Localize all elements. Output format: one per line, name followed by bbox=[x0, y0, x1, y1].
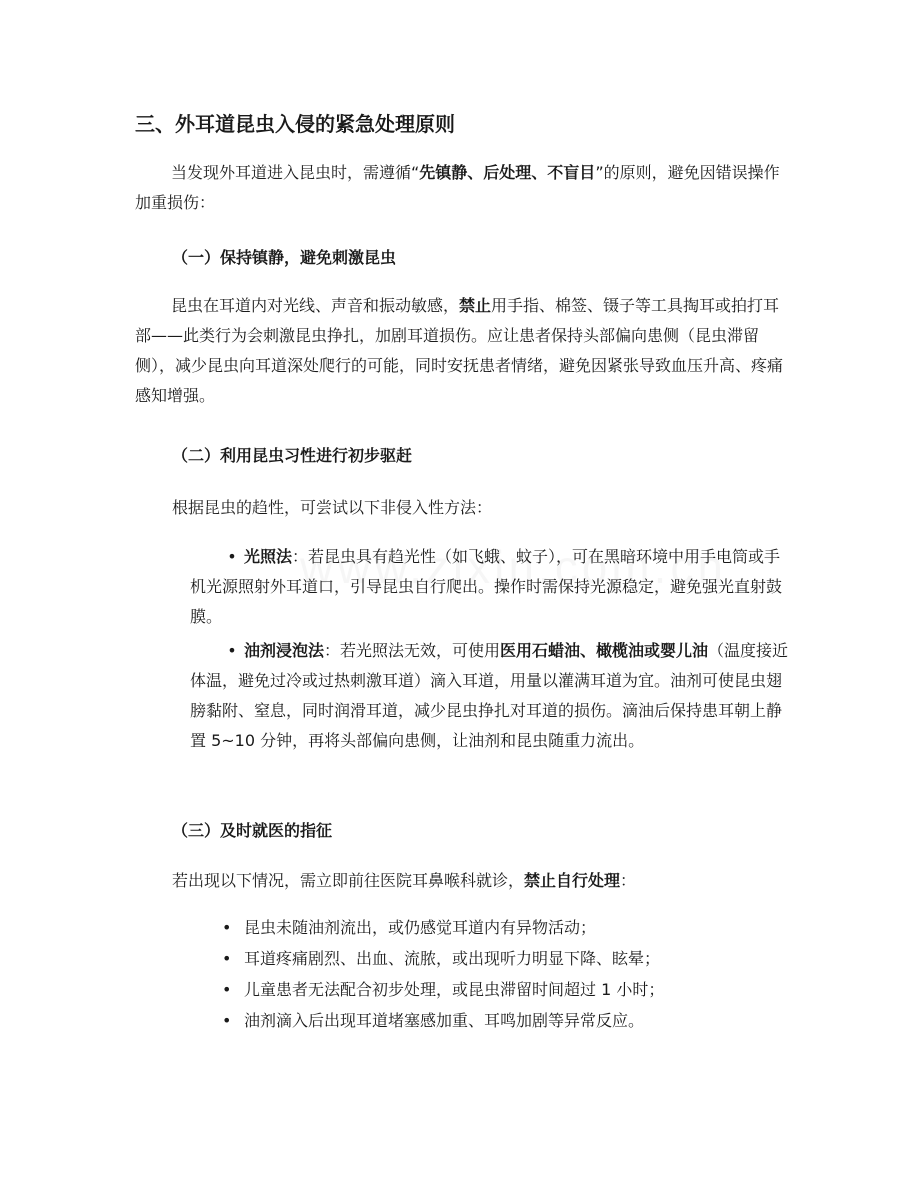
intro-text-post: ”的原则，避免因错误操作加重损伤： bbox=[135, 163, 780, 212]
bullet-oil-method bbox=[190, 636, 795, 756]
part3-lead-bold: 禁止自行处理 bbox=[524, 871, 621, 890]
part1-text-pre: 昆虫在耳道内对光线、声音和振动敏感， bbox=[171, 296, 460, 315]
part1-text-post: 用手指、棉签、镊子等工具掏耳或拍打耳部——此类行为会刺激昆虫挣扎，加剧耳道损伤。应让患者保持头部偏向患侧（昆虫滞留侧），减少昆虫向耳道深处爬行的可能，同时安抚患者情绪，避免因紧张导致血压升高、疼痛感知增强。 bbox=[135, 296, 784, 405]
list-item-text: 耳道疼痛剧烈、出血、流脓，或出现听力明显下降、眩晕； bbox=[244, 949, 661, 968]
bullet-dot-icon: • bbox=[222, 1011, 232, 1030]
section-title: 三、外耳道昆虫入侵的紧急处理原则 bbox=[135, 112, 455, 136]
bullet-dot-icon: • bbox=[222, 918, 232, 937]
list-item-text: 油剂滴入后出现耳道堵塞感加重、耳鸣加剧等异常反应。 bbox=[244, 1011, 645, 1030]
bullet-light-text: ：若昆虫具有趋光性（如飞蛾、蚊子），可在黑暗环境中用手电筒或手机光源照射外耳道口，引导昆虫自行爬出。操作时需保持光源稳定，避免强光直射鼓膜。 bbox=[190, 547, 783, 626]
bullet-oil-bold: 油剂浸泡法 bbox=[244, 641, 325, 660]
part3-heading: （三）及时就医的指征 bbox=[172, 821, 333, 840]
list-item bbox=[222, 974, 664, 1005]
list-item-text: 昆虫未随油剂流出，或仍感觉耳道内有异物活动； bbox=[244, 918, 597, 937]
intro-text-pre: 当发现外耳道进入昆虫时，需遵循“ bbox=[171, 163, 420, 182]
bullet-oil-bold2: 医用石蜡油、橄榄油或婴儿油 bbox=[500, 641, 709, 660]
intro-paragraph bbox=[135, 158, 795, 218]
bullet-dot-icon: • bbox=[227, 641, 237, 660]
list-item bbox=[222, 943, 664, 974]
part3-lead-pre: 若出现以下情况，需立即前往医院耳鼻喉科就诊， bbox=[172, 871, 525, 890]
bullet-dot-icon: • bbox=[222, 949, 232, 968]
bullet-light-method bbox=[190, 542, 795, 632]
part1-text-bold: 禁止 bbox=[459, 296, 492, 315]
intro-text-bold: 先镇静、后处理、不盲目 bbox=[419, 163, 596, 182]
list-item bbox=[222, 912, 664, 943]
part2-heading: （二）利用昆虫习性进行初步驱赶 bbox=[172, 446, 413, 465]
part3-lead bbox=[172, 868, 636, 891]
part3-lead-post: ： bbox=[620, 871, 637, 890]
part1-paragraph bbox=[135, 291, 795, 411]
bullet-oil-text-b: （温度接近体温，避免过冷或过热刺激耳道）滴入耳道，用量以灌满耳道为宜。油剂可使昆虫翅膀黏附、窒息，同时润滑耳道，减少昆虫挣扎对耳道的损伤。滴油后保持患耳朝上静置 5~10 分钟，再将头部偏向患侧，让油剂和昆虫随重力流出。 bbox=[190, 641, 789, 750]
part1-heading: （一）保持镇静，避免刺激昆虫 bbox=[172, 248, 397, 267]
part2-lead: 根据昆虫的趋性，可尝试以下非侵入性方法： bbox=[172, 498, 493, 517]
list-item-text: 儿童患者无法配合初步处理，或昆虫滞留时间超过 1 小时； bbox=[244, 980, 665, 999]
bullet-oil-text-a: ：若光照法无效，可使用 bbox=[324, 641, 501, 660]
bullet-dot-icon: • bbox=[222, 980, 232, 999]
indication-list bbox=[222, 912, 664, 1036]
list-item bbox=[222, 1005, 664, 1036]
bullet-dot-icon: • bbox=[227, 547, 237, 566]
bullet-light-bold: 光照法 bbox=[244, 547, 293, 566]
